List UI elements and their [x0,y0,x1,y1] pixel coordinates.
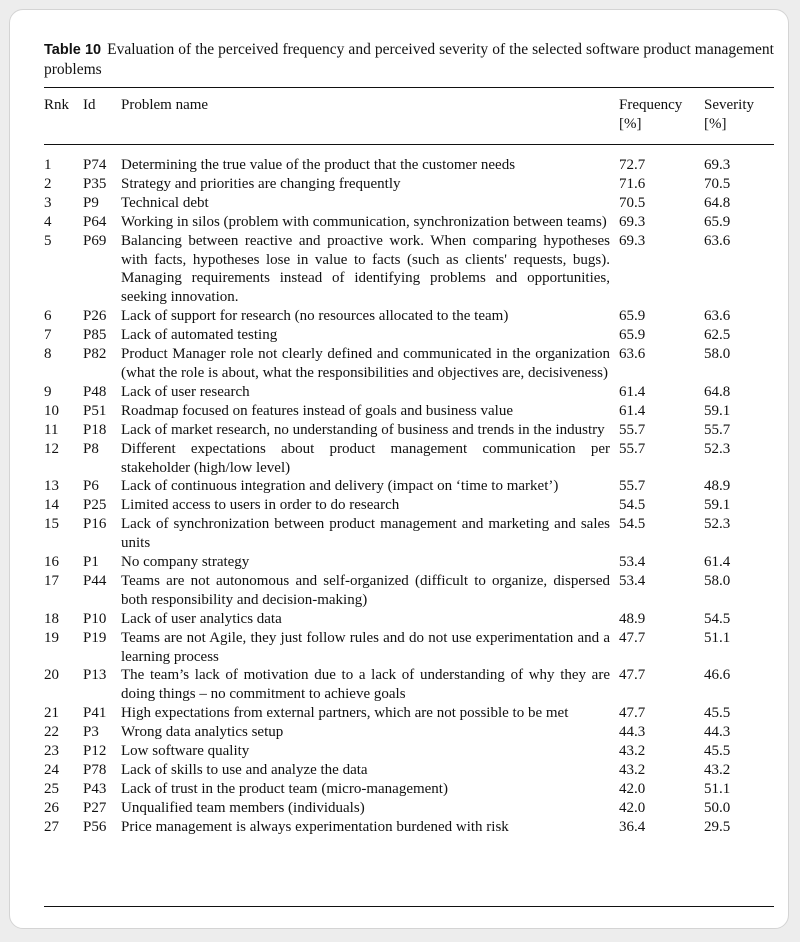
problem-name-cell: Working in silos (problem with communication, synchronization between teams) [121,213,607,230]
severity-cell: 63.6 [704,232,731,249]
rank-cell: 26 [44,799,59,816]
header-problem-name: Problem name [121,97,209,113]
severity-cell: 48.9 [704,478,731,495]
table-row [10,723,790,742]
rank-cell: 5 [44,232,52,249]
frequency-cell: 55.7 [619,421,646,438]
frequency-cell: 55.7 [619,440,646,457]
problem-name-cell: Teams are not autonomous and self-organized (difficult to organize, dispersed both responsibility and decision-making) [121,572,610,608]
id-cell: P78 [83,762,107,778]
problem-name-cell: Technical debt [121,194,209,211]
header-id: Id [83,97,96,113]
header-rnk: Rnk [44,97,70,113]
frequency-cell: 61.4 [619,383,646,400]
frequency-cell: 63.6 [619,346,646,363]
severity-cell: 58.0 [704,572,731,589]
table-row [10,440,790,478]
rank-cell: 13 [44,478,59,495]
table-row [10,742,790,761]
table-row [10,175,790,194]
id-cell: P35 [83,175,107,192]
id-cell: P16 [83,516,107,533]
rank-cell: 1 [44,157,52,173]
id-cell: P85 [83,327,107,344]
id-cell: P6 [83,478,99,495]
problem-name-cell: Lack of market research, no understanding of business and trends in the industry [121,421,605,438]
top-rule [44,87,774,88]
table-row [10,421,790,440]
problem-name-cell: Low software quality [121,743,250,760]
frequency-cell: 47.7 [619,667,646,684]
frequency-cell: 54.5 [619,516,646,533]
problem-name-cell: Limited access to users in order to do research [121,497,400,514]
severity-cell: 58.0 [704,346,731,363]
problem-name-cell: Different expectations about product management communication per stakeholder (high/low level) [121,440,610,476]
frequency-cell: 55.7 [619,478,646,495]
table-row [10,553,790,572]
id-cell: P19 [83,629,107,646]
frequency-cell: 53.4 [619,572,646,589]
severity-cell: 65.9 [704,213,731,230]
rank-cell: 15 [44,516,59,533]
table-row [10,629,790,667]
problem-name-cell: Lack of support for research (no resources allocated to the team) [121,308,509,325]
table-row [10,232,790,308]
problem-name-cell: Product Manager role not clearly defined and communicated in the organization (what the role is about, what the responsibilities and objectives are, decisiveness) [121,346,610,381]
rank-cell: 12 [44,440,59,457]
severity-cell: 52.3 [704,516,731,533]
frequency-cell: 36.4 [619,818,646,835]
problem-name-cell: No company strategy [121,554,250,571]
id-cell: P27 [83,799,107,816]
frequency-cell: 53.4 [619,554,646,571]
frequency-cell: 48.9 [619,610,646,627]
header-frequency-unit: [%] [619,116,642,132]
table-row [10,572,790,610]
rank-cell: 27 [44,818,59,835]
severity-cell: 51.1 [704,780,731,797]
table-row [10,402,790,421]
frequency-cell: 47.7 [619,629,646,646]
severity-cell: 62.5 [704,327,731,344]
severity-cell: 50.0 [704,799,731,816]
table-number: Table 10 [44,42,102,58]
table-row [10,610,790,629]
frequency-cell: 44.3 [619,724,646,741]
rank-cell: 17 [44,572,59,589]
header-severity [704,96,754,134]
rank-cell: 18 [44,610,59,627]
id-cell: P10 [83,610,107,627]
severity-cell: 45.5 [704,705,731,722]
table-row [10,496,790,515]
bottom-rule [44,906,774,907]
rank-cell: 22 [44,724,59,741]
problem-name-cell: High expectations from external partners, which are not possible to be met [121,705,569,722]
severity-cell: 51.1 [704,629,731,646]
frequency-cell: 71.6 [619,175,646,192]
severity-cell: 29.5 [704,818,731,835]
table-row [10,345,790,383]
table-row [10,194,790,213]
severity-cell: 69.3 [704,157,731,173]
header-severity-unit: [%] [704,116,727,132]
table-row [10,704,790,723]
table-row [10,515,790,553]
problem-name-cell: Lack of synchronization between product management and marketing and sales units [121,516,610,552]
rank-cell: 24 [44,762,59,778]
rank-cell: 19 [44,629,59,646]
table-row [10,326,790,345]
table-row [10,799,790,818]
frequency-cell: 69.3 [619,232,646,249]
id-cell: P25 [83,497,107,514]
problem-name-cell: Balancing between reactive and proactive work. When comparing hypotheses with facts, hypotheses lose in value to facts (such as clients' requests, bugs). Managing requirements instead of identifying problems and opportunities, seeking innovation. [121,232,610,306]
rank-cell: 25 [44,780,59,797]
problem-name-cell: The team’s lack of motivation due to a lack of understanding of why they are doing things – no commitment to achieve goals [121,667,610,703]
id-cell: P56 [83,818,107,835]
frequency-cell: 42.0 [619,799,646,816]
id-cell: P48 [83,383,107,400]
id-cell: P1 [83,554,99,571]
id-cell: P51 [83,402,107,419]
problem-name-cell: Lack of trust in the product team (micro-management) [121,780,448,797]
id-cell: P18 [83,421,107,438]
rank-cell: 10 [44,402,59,419]
frequency-cell: 69.3 [619,213,646,230]
problem-name-cell: Lack of user research [121,383,250,400]
table-row [10,477,790,496]
frequency-cell: 61.4 [619,402,646,419]
table-row [10,780,790,799]
severity-cell: 43.2 [704,762,731,778]
frequency-cell: 42.0 [619,780,646,797]
severity-cell: 54.5 [704,610,731,627]
problem-name-cell: Unqualified team members (individuals) [121,799,365,816]
frequency-cell: 43.2 [619,762,646,778]
frequency-cell: 65.9 [619,327,646,344]
problem-name-cell: Lack of continuous integration and delivery (impact on ‘time to market’) [121,478,559,495]
table-caption [44,40,774,79]
rank-cell: 2 [44,175,52,192]
severity-cell: 64.8 [704,383,731,400]
problem-name-cell: Strategy and priorities are changing frequently [121,175,401,192]
rank-cell: 21 [44,705,59,722]
id-cell: P8 [83,440,99,457]
problem-name-cell: Teams are not Agile, they just follow rules and do not use experimentation and a learning process [121,629,610,665]
id-cell: P82 [83,346,107,363]
rank-cell: 9 [44,383,52,400]
id-cell: P9 [83,194,99,211]
problem-name-cell: Wrong data analytics setup [121,724,284,741]
frequency-cell: 70.5 [619,194,646,211]
frequency-cell: 54.5 [619,497,646,514]
table-row [10,761,790,780]
problem-name-cell: Roadmap focused on features instead of goals and business value [121,402,513,419]
severity-cell: 55.7 [704,421,731,438]
id-cell: P26 [83,308,107,325]
rank-cell: 14 [44,497,59,514]
problem-name-cell: Determining the true value of the product that the customer needs [121,157,516,173]
id-cell: P44 [83,572,107,589]
severity-cell: 59.1 [704,497,731,514]
table-row [10,818,790,837]
rank-cell: 11 [44,421,59,438]
problem-name-cell: Lack of automated testing [121,327,278,344]
severity-cell: 46.6 [704,667,731,684]
frequency-cell: 72.7 [619,157,646,173]
table-body [10,156,790,837]
problem-name-cell: Lack of skills to use and analyze the data [121,762,368,778]
rank-cell: 3 [44,194,52,211]
header-frequency-label: Frequency [619,97,683,113]
table-row [10,213,790,232]
table-row [10,666,790,704]
severity-cell: 59.1 [704,402,731,419]
table-row [10,156,790,175]
id-cell: P74 [83,157,107,173]
rank-cell: 23 [44,743,59,760]
id-cell: P13 [83,667,107,684]
severity-cell: 61.4 [704,554,731,571]
id-cell: P64 [83,213,107,230]
header-frequency [619,96,682,134]
problem-name-cell: Lack of user analytics data [121,610,282,627]
id-cell: P69 [83,232,107,249]
id-cell: P12 [83,743,107,760]
severity-cell: 52.3 [704,440,731,457]
table-row [10,307,790,326]
rank-cell: 4 [44,213,52,230]
rank-cell: 20 [44,667,59,684]
frequency-cell: 43.2 [619,743,646,760]
rank-cell: 7 [44,327,52,344]
id-cell: P43 [83,780,107,797]
rank-cell: 16 [44,554,59,571]
severity-cell: 44.3 [704,724,731,741]
problem-name-cell: Price management is always experimentation burdened with risk [121,818,509,835]
severity-cell: 63.6 [704,308,731,325]
table-card [9,9,789,929]
severity-cell: 64.8 [704,194,731,211]
rank-cell: 8 [44,346,52,363]
header-rule [44,144,774,145]
frequency-cell: 65.9 [619,308,646,325]
severity-cell: 45.5 [704,743,731,760]
rank-cell: 6 [44,308,52,325]
id-cell: P41 [83,705,107,722]
table-row [10,383,790,402]
frequency-cell: 47.7 [619,705,646,722]
id-cell: P3 [83,724,99,741]
caption-text: Evaluation of the perceived frequency and perceived severity of the selected software product management problems [44,41,774,78]
severity-cell: 70.5 [704,175,731,192]
header-severity-label: Severity [704,97,754,113]
